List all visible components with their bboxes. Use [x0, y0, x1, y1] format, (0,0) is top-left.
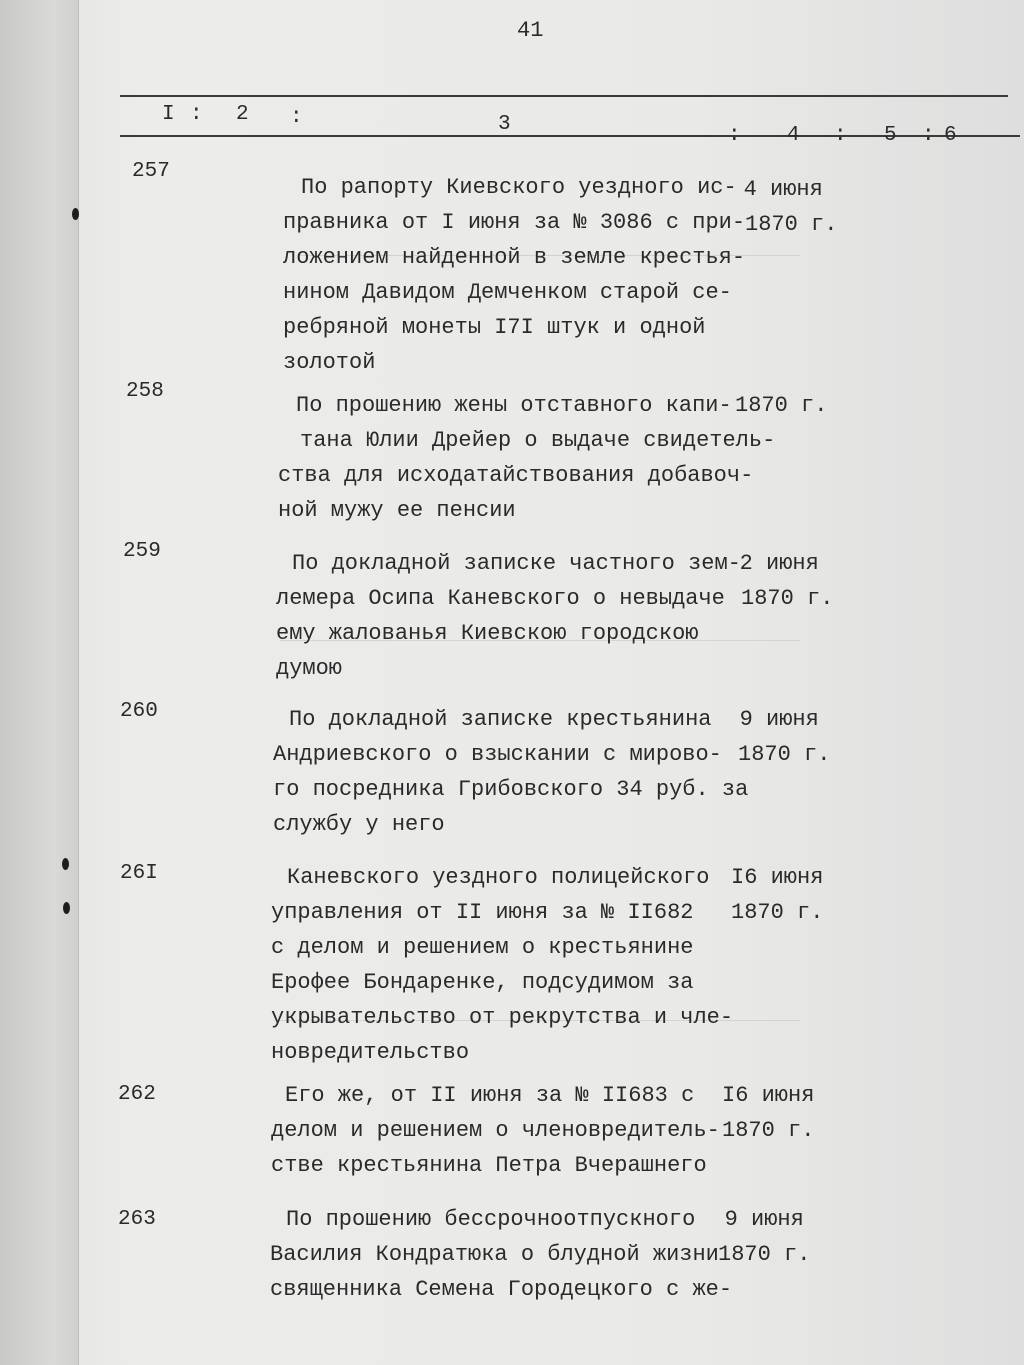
page-binding [0, 0, 79, 1365]
description-line: По прошению бессрочноотпускного [286, 1207, 696, 1232]
header-separator: : [190, 103, 203, 126]
description-line: управления от II июня за № II682 [271, 900, 694, 925]
date-year: 1870 г. [741, 586, 834, 611]
date-day: I6 июня [722, 1083, 815, 1108]
description-line: священника Семена Городецкого с же- [270, 1277, 733, 1302]
entry-description [270, 1202, 732, 1307]
description-line: службу у него [273, 812, 445, 837]
description-line: го посредника Грибовского 34 руб. за [273, 777, 749, 802]
description-line: ной мужу ее пенсии [278, 498, 516, 523]
date-year: 1870 г. [738, 742, 831, 767]
header-separator: : [834, 124, 847, 147]
date-day: 9 июня [724, 1207, 804, 1232]
description-line: Василия Кондратюка о блудной жизни [270, 1242, 719, 1267]
entry-date [729, 172, 837, 242]
entry-date [728, 702, 830, 772]
date-year: 1870 г. [722, 1118, 815, 1143]
description-line: ложением найденной в земле крестья- [283, 245, 746, 270]
header-col-4: 4 [787, 124, 800, 147]
entry-date [725, 546, 833, 616]
date-year: 1870 г. [718, 1242, 811, 1267]
entry-date [731, 860, 823, 930]
description-line: золотой [283, 350, 376, 375]
date-year: 1870 г. [735, 393, 828, 418]
description-line: ребряной монеты I7I штук и одной [283, 315, 706, 340]
page-number: 41 [517, 18, 544, 43]
header-separator: : [728, 124, 741, 147]
description-line: ства для исходатайствования добавоч- [278, 463, 754, 488]
header-col-3: 3 [498, 113, 511, 136]
entry-description [273, 702, 748, 842]
entry-description [276, 546, 741, 686]
date-day: 4 июня [743, 177, 823, 202]
entry-number: 258 [126, 380, 164, 403]
date-day: I6 июня [731, 865, 824, 890]
entry-number: 257 [132, 160, 170, 183]
header-col-6: 6 [944, 124, 957, 147]
header-col-2: 2 [236, 103, 249, 126]
description-line: По прошению жены отставного капи- [296, 393, 732, 418]
header-col-1: I [162, 103, 175, 126]
header-top-rule [120, 95, 1008, 97]
date-day: 9 июня [739, 707, 819, 732]
description-line: Андриевского о взыскании с мирово- [273, 742, 722, 767]
description-line: правника от I июня за № 3086 с при- [283, 210, 746, 235]
description-line: Его же, от II июня за № II683 с [285, 1083, 695, 1108]
entry-number: 262 [118, 1083, 156, 1106]
entry-date [722, 1078, 814, 1148]
description-line: По докладной записке крестьянина [289, 707, 712, 732]
entry-date [735, 388, 827, 423]
entry-description [278, 388, 775, 528]
date-year: 1870 г. [745, 212, 838, 237]
date-day: 2 июня [739, 551, 819, 576]
description-line: думою [276, 656, 343, 681]
punch-hole-mark [62, 858, 69, 870]
description-line: нином Давидом Демченком старой се- [283, 280, 732, 305]
header-separator: : [290, 106, 303, 129]
entry-number: 263 [118, 1208, 156, 1231]
entry-date [718, 1202, 810, 1272]
header-col-5: 5 [884, 124, 897, 147]
entry-description [271, 860, 733, 1070]
punch-hole-mark [63, 902, 70, 914]
entry-description [271, 1078, 720, 1183]
date-year: 1870 г. [731, 900, 824, 925]
description-line: укрывательство от рекрутства и чле- [271, 1005, 734, 1030]
description-line: Каневского уездного полицейского [287, 865, 710, 890]
entry-number: 259 [123, 540, 161, 563]
header-separator: : [922, 124, 935, 147]
entry-description [283, 170, 745, 380]
entry-number: 26I [120, 862, 158, 885]
description-line: По рапорту Киевского уездного ис- [301, 175, 737, 200]
punch-hole-mark [72, 208, 79, 220]
entry-number: 260 [120, 700, 158, 723]
description-line: Ерофее Бондаренке, подсудимом за [271, 970, 694, 995]
description-line: лемера Осипа Каневского о невыдаче [276, 586, 725, 611]
description-line: стве крестьянина Петра Вчерашнего [271, 1153, 707, 1178]
description-line: По докладной записке частного зем- [292, 551, 741, 576]
description-line: с делом и решением о крестьянине [271, 935, 694, 960]
description-line: делом и решением о членовредитель- [271, 1118, 720, 1143]
description-line: ему жалованья Киевскою городскою [276, 621, 699, 646]
description-line: новредительство [271, 1040, 470, 1065]
description-line: тана Юлии Дрейер о выдаче свидетель- [300, 428, 776, 453]
